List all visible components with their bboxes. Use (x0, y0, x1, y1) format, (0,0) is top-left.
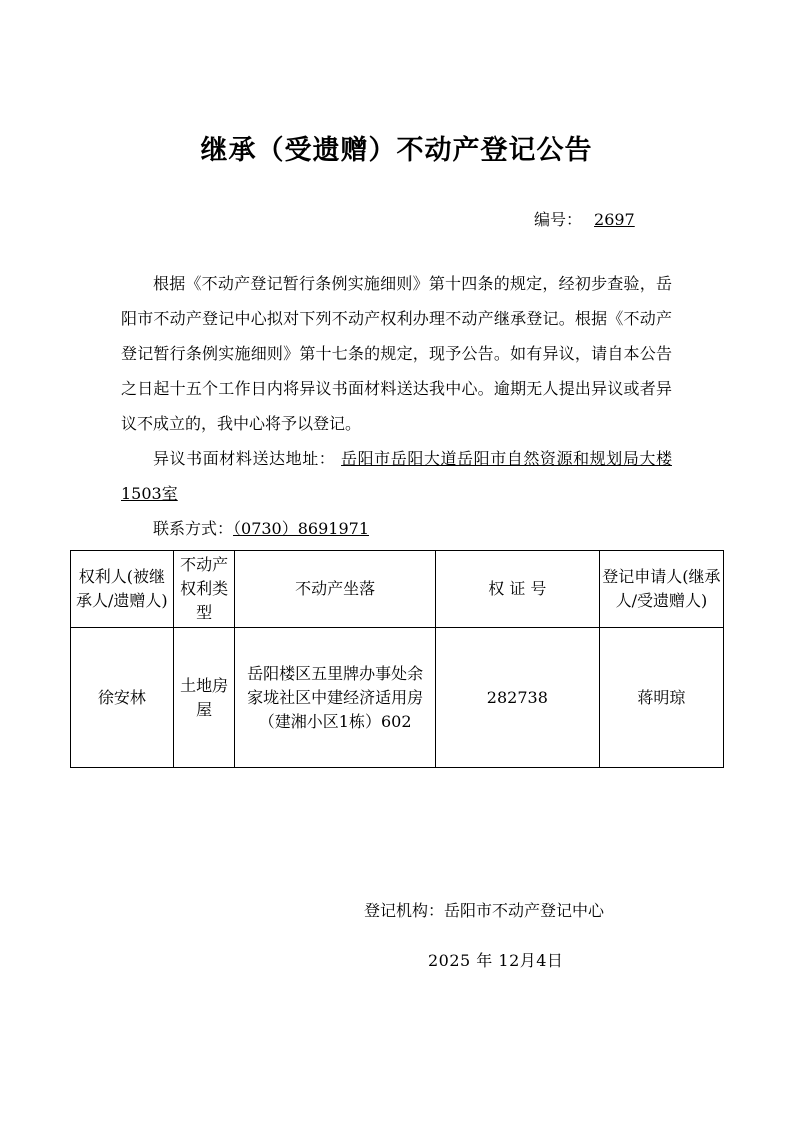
contact-phone: （0730）8691971 (233, 519, 369, 538)
objection-address-paragraph (121, 441, 672, 511)
objection-address: 岳阳市岳阳大道岳阳市自然资源和规划局大楼1503室 (121, 449, 672, 503)
cell-certificate: 282738 (435, 628, 599, 768)
cell-applicant: 蒋明琼 (599, 628, 723, 768)
notice-title: 继承（受遗赠）不动产登记公告 (200, 135, 593, 166)
cell-right-type: 土地房屋 (173, 628, 235, 768)
contact-phone-underline (233, 519, 395, 538)
header-holder: 权利人(被继承人/遗赠人) (71, 551, 174, 628)
header-location: 不动产坐落 (235, 551, 435, 628)
objection-label: 异议书面材料送达地址： (153, 449, 336, 468)
notice-number: 2697 (594, 210, 635, 229)
header-applicant: 登记申请人(继承人/受遗赠人) (599, 551, 723, 628)
notice-body (121, 266, 672, 546)
contact-label: 联系方式： (153, 519, 234, 538)
table-header-row (71, 551, 724, 628)
agency-label: 登记机构： (364, 901, 445, 920)
registration-agency (364, 898, 604, 921)
notice-date: 2025 年 12月4日 (428, 951, 564, 970)
cell-holder: 徐安林 (71, 628, 174, 768)
table-row (71, 628, 724, 768)
agency-name: 岳阳市不动产登记中心 (444, 901, 605, 920)
header-right-type: 不动产权利类型 (173, 551, 235, 628)
notice-paragraph-main: 根据《不动产登记暂行条例实施细则》第十四条的规定，经初步查验，岳阳市不动产登记中心拟对下列不动产权利办理不动产继承登记。根据《不动产登记暂行条例实施细则》第十七条的规定，现予公告。如有异议，请自本公告之日起十五个工作日内将异议书面材料送达我中心。逾期无人提出异议或者异议不成立的，我中心将予以登记。 (121, 274, 672, 433)
header-certificate: 权 证 号 (435, 551, 599, 628)
number-label: 编号： (534, 210, 583, 229)
notice-number-line (534, 207, 635, 230)
registration-table (70, 550, 724, 768)
cell-location: 岳阳楼区五里牌办事处余家垅社区中建经济适用房（建湘小区1栋）602 (235, 628, 435, 768)
contact-paragraph (121, 511, 672, 546)
